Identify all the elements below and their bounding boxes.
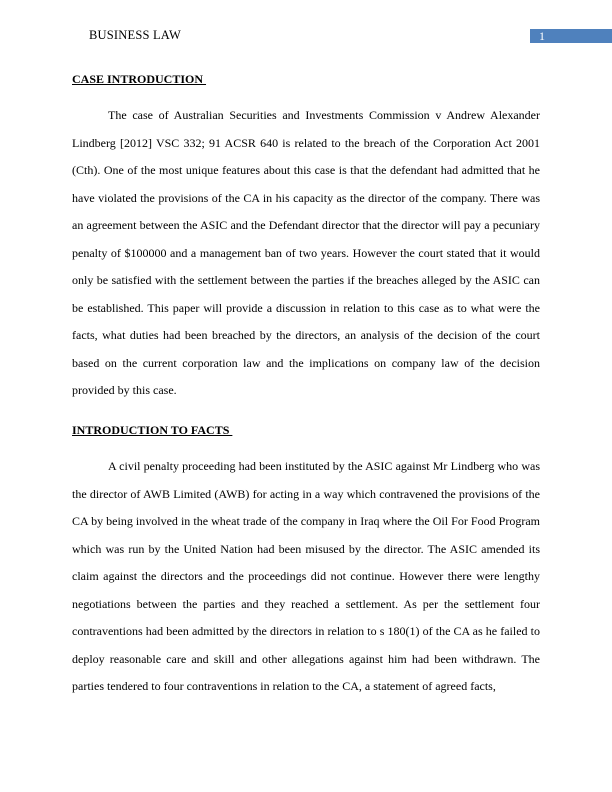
section-heading-introduction-to-facts: INTRODUCTION TO FACTS	[72, 423, 233, 437]
section-heading-case-introduction: CASE INTRODUCTION	[72, 72, 207, 86]
paragraph-introduction-to-facts: A civil penalty proceeding had been instituted by the ASIC against Mr Lindberg who was the director of AWB Limited (AWB) for acting in a way which contravened the provisions of the CA by being involved in the wheat trade of the company in Iraq where the Oil For Food Program which was run by the United Nation had been misused by the director. The ASIC amended its claim against the directors and the proceedings did not continue. However there were lengthy negotiations between the parties and they reached a settlement. As per the settlement four contraventions had been admitted by the directors in relation to s 180(1) of the CA as he failed to deploy reasonable care and skill and other allegations against him had been withdrawn. The parties tendered to four contraventions in relation to the CA, a statement of agreed facts,	[72, 459, 540, 693]
paragraph-case-introduction: The case of Australian Securities and Investments Commission v Andrew Alexander Lindberg [2012] VSC 332; 91 ACSR 640 is related to the breach of the Corporation Act 2001 (Cth). One of the most unique features about this case is that the defendant had admitted that he have violated the provisions of the CA in his capacity as the director of the company. There was an agreement between the ASIC and the Defendant director that the director will pay a pecuniary penalty of $100000 and a management ban of two years. However the court stated that it would only be satisfied with the settlement between the parties if the breaches alleged by the ASIC can be established. This paper will provide a discussion in relation to this case as to what were the facts, what duties had been breached by the directors, an analysis of the decision of the court based on the current corporation law and the implications on company law of the decision provided by this case.	[72, 108, 540, 397]
page-number-badge: 1	[530, 29, 612, 43]
running-header-title: BUSINESS LAW	[89, 28, 182, 42]
